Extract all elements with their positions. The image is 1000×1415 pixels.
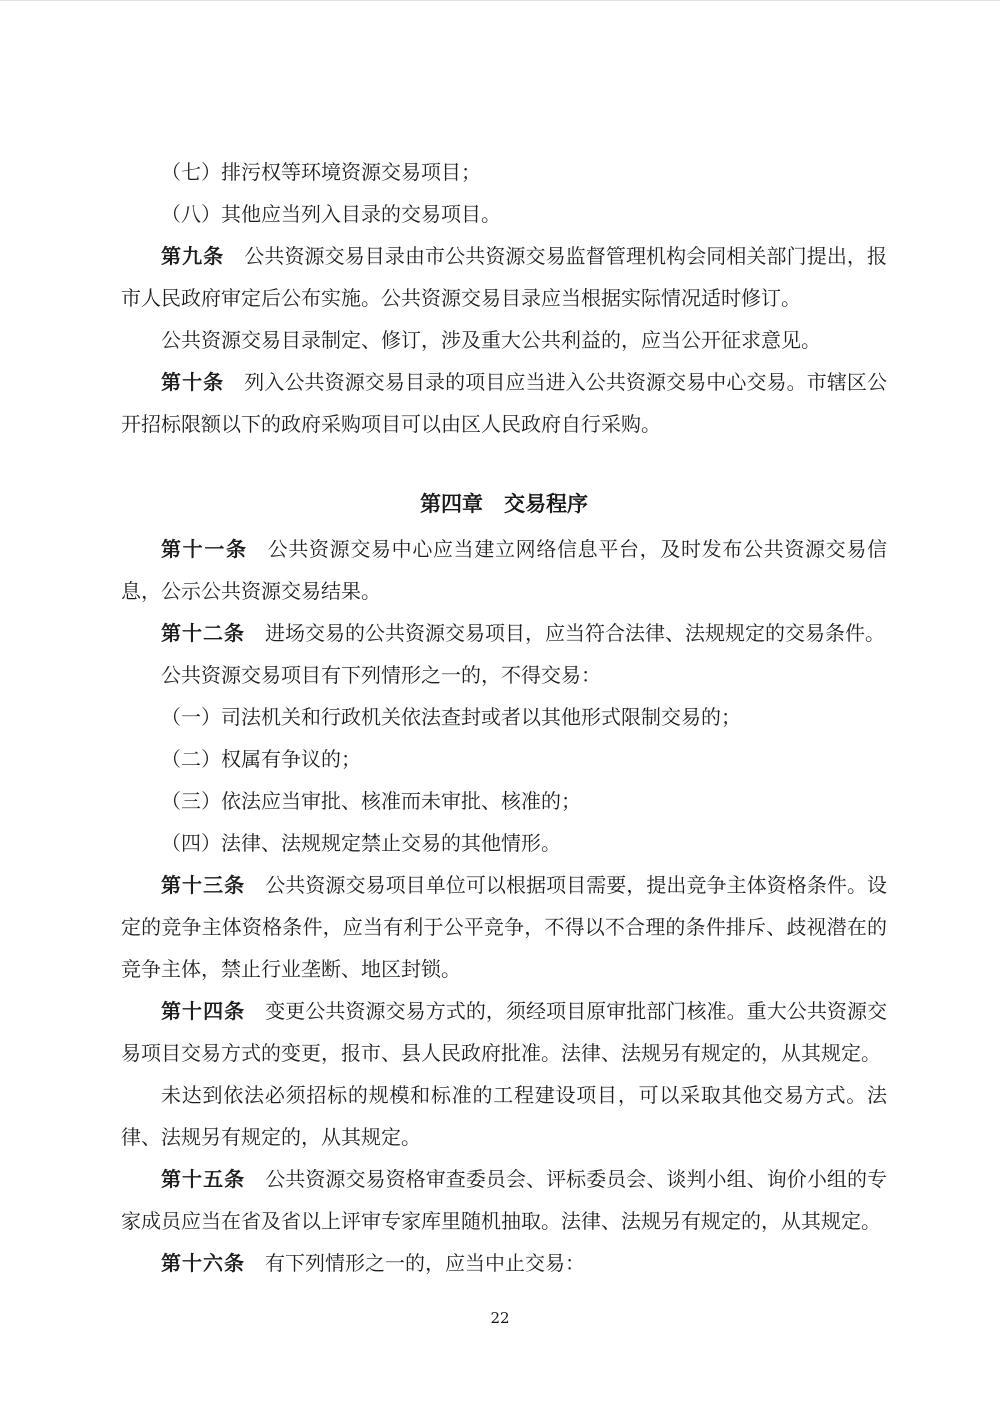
chapter-number: 第四章 (420, 491, 483, 516)
article-paragraph (121, 990, 887, 1074)
clause-item (121, 822, 887, 864)
document-body (121, 151, 887, 1284)
article-paragraph (121, 235, 887, 319)
clause-text: （一）司法机关和行政机关依法查封或者以其他形式限制交易的； (161, 705, 741, 729)
clause-item (121, 738, 887, 780)
article-text: 公共资源交易中心应当建立网络信息平台，及时发布公共资源交易信息，公示公共资源交易结果。 (121, 537, 888, 603)
clause-text: （八）其他应当列入目录的交易项目。 (161, 202, 501, 226)
clause-text: （四）法律、法规规定禁止交易的其他情形。 (161, 831, 561, 855)
article-number: 第九条 (161, 244, 225, 268)
article-number: 第十五条 (161, 1167, 246, 1191)
clause-item (121, 151, 887, 193)
article-paragraph (121, 612, 887, 654)
clause-text: （三）依法应当审批、核准而未审批、核准的； (161, 789, 581, 813)
clause-item (121, 696, 887, 738)
article-number: 第十六条 (161, 1251, 245, 1275)
article-number: 第十条 (161, 370, 225, 394)
paragraph-text: 未达到依法必须招标的规模和标准的工程建设项目，可以采取其他交易方式。法律、法规另有规定的，从其规定。 (121, 1083, 887, 1149)
page-number: 22 (490, 1309, 510, 1327)
paragraph-text: 公共资源交易项目有下列情形之一的，不得交易： (161, 663, 601, 687)
body-paragraph (121, 319, 887, 361)
chapter-title: 交易程序 (504, 491, 588, 516)
article-text: 公共资源交易目录由市公共资源交易监督管理机构会同相关部门提出，报市人民政府审定后公布实施。公共资源交易目录应当根据实际情况适时修订。 (121, 244, 888, 310)
article-number: 第十二条 (161, 621, 245, 645)
body-paragraph (121, 654, 887, 696)
clause-text: （二）权属有争议的； (161, 747, 361, 771)
clause-item (121, 780, 887, 822)
article-paragraph (121, 528, 887, 612)
chapter-heading (121, 483, 887, 525)
article-text: 变更公共资源交易方式的，须经项目原审批部门核准。重大公共资源交易项目交易方式的变更，报市、县人民政府批准。法律、法规另有规定的，从其规定。 (121, 999, 888, 1065)
article-text: 进场交易的公共资源交易项目，应当符合法律、法规规定的交易条件。 (265, 621, 885, 645)
paragraph-text: 公共资源交易目录制定、修订，涉及重大公共利益的，应当公开征求意见。 (161, 328, 821, 352)
article-text: 有下列情形之一的，应当中止交易： (265, 1251, 585, 1275)
article-paragraph (121, 361, 887, 445)
article-paragraph (121, 1242, 887, 1284)
article-paragraph (121, 864, 887, 990)
clause-text: （七）排污权等环境资源交易项目； (161, 160, 481, 184)
scan-edge-line (0, 0, 1000, 1)
clause-item (121, 193, 887, 235)
article-number: 第十三条 (161, 873, 246, 897)
article-text: 公共资源交易项目单位可以根据项目需要，提出竞争主体资格条件。设定的竞争主体资格条件，应当有利于公平竞争，不得以不合理的条件排斥、歧视潜在的竞争主体，禁止行业垄断、地区封锁。 (121, 873, 888, 981)
body-paragraph (121, 1074, 887, 1158)
article-paragraph (121, 1158, 887, 1242)
article-text: 列入公共资源交易目录的项目应当进入公共资源交易中心交易。市辖区公开招标限额以下的政府采购项目可以由区人民政府自行采购。 (121, 370, 888, 436)
article-text: 公共资源交易资格审查委员会、评标委员会、谈判小组、询价小组的专家成员应当在省及省以上评审专家库里随机抽取。法律、法规另有规定的，从其规定。 (121, 1167, 888, 1233)
article-number: 第十一条 (161, 537, 248, 561)
article-number: 第十四条 (161, 999, 246, 1023)
